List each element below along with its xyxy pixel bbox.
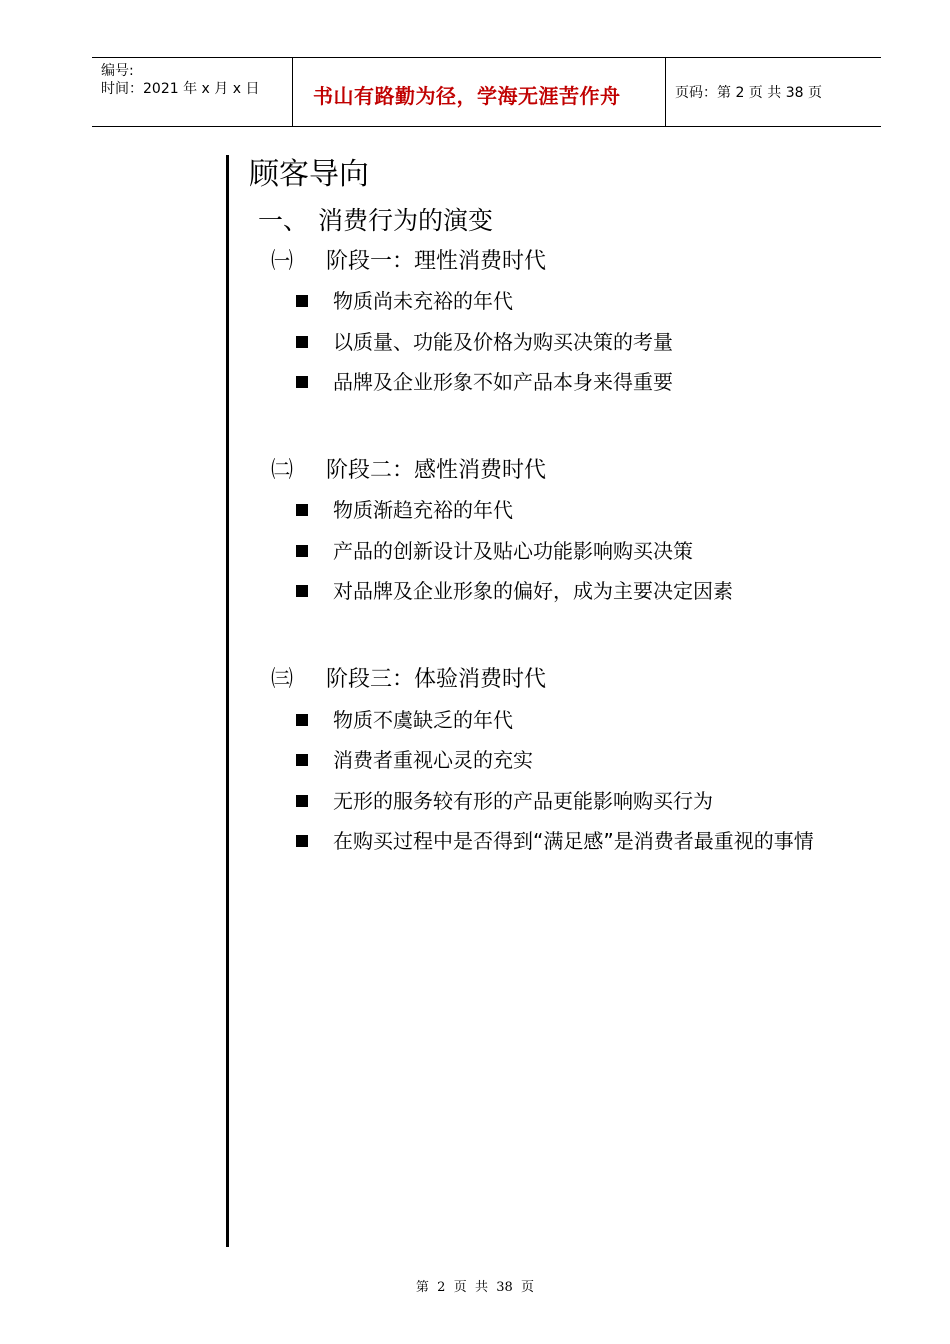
header-motto: 书山有路勤为径，学海无涯苦作舟 xyxy=(313,84,621,108)
list-item: 消费者重视心灵的充实 xyxy=(333,748,533,772)
list-item: 以质量、功能及价格为购买决策的考量 xyxy=(333,330,673,354)
bullet-square-icon xyxy=(296,754,308,766)
page-footer: 第 2 页 共 38 页 xyxy=(415,1280,535,1295)
stage-title: 阶段二：感性消费时代 xyxy=(326,458,547,483)
list-item: 产品的创新设计及贴心功能影响购买决策 xyxy=(333,539,693,563)
list-item: 物质不虞缺乏的年代 xyxy=(333,708,513,732)
stage-title: 阶段三：体验消费时代 xyxy=(326,667,547,692)
list-item: 物质渐趋充裕的年代 xyxy=(333,498,513,522)
header-left-cell xyxy=(92,58,293,126)
list-item: 物质尚未充裕的年代 xyxy=(333,289,513,313)
bullet-square-icon xyxy=(296,835,308,847)
section-number: 一、 xyxy=(258,206,309,235)
stage-number: ㈡ xyxy=(271,458,294,483)
stage-number: ㈢ xyxy=(271,667,294,692)
left-margin-rule xyxy=(226,155,229,1247)
list-item: 无形的服务较有形的产品更能影响购买行为 xyxy=(333,789,713,813)
header-right-cell xyxy=(666,58,881,126)
bullet-square-icon xyxy=(296,545,308,557)
serial-label: 编号: xyxy=(101,63,134,79)
section-title: 消费行为的演变 xyxy=(318,206,494,235)
bullet-square-icon xyxy=(296,714,308,726)
bullet-square-icon xyxy=(296,376,308,388)
bullet-square-icon xyxy=(296,504,308,516)
page-title: 顾客导向 xyxy=(249,157,369,192)
header-table xyxy=(92,57,881,127)
time-label: 时间：2021 年 x 月 x 日 xyxy=(101,81,260,97)
bullet-square-icon xyxy=(296,795,308,807)
bullet-square-icon xyxy=(296,295,308,307)
header-middle-cell xyxy=(293,58,666,126)
page-number-label: 页码：第 2 页 共 38 页 xyxy=(675,85,822,101)
bullet-square-icon xyxy=(296,336,308,348)
stage-number: ㈠ xyxy=(271,249,294,274)
list-item: 在购买过程中是否得到“满足感”是消费者最重视的事情 xyxy=(333,829,814,853)
stage-title: 阶段一：理性消费时代 xyxy=(326,249,547,274)
list-item: 对品牌及企业形象的偏好，成为主要决定因素 xyxy=(333,579,733,603)
bullet-square-icon xyxy=(296,585,308,597)
list-item: 品牌及企业形象不如产品本身来得重要 xyxy=(333,370,673,394)
